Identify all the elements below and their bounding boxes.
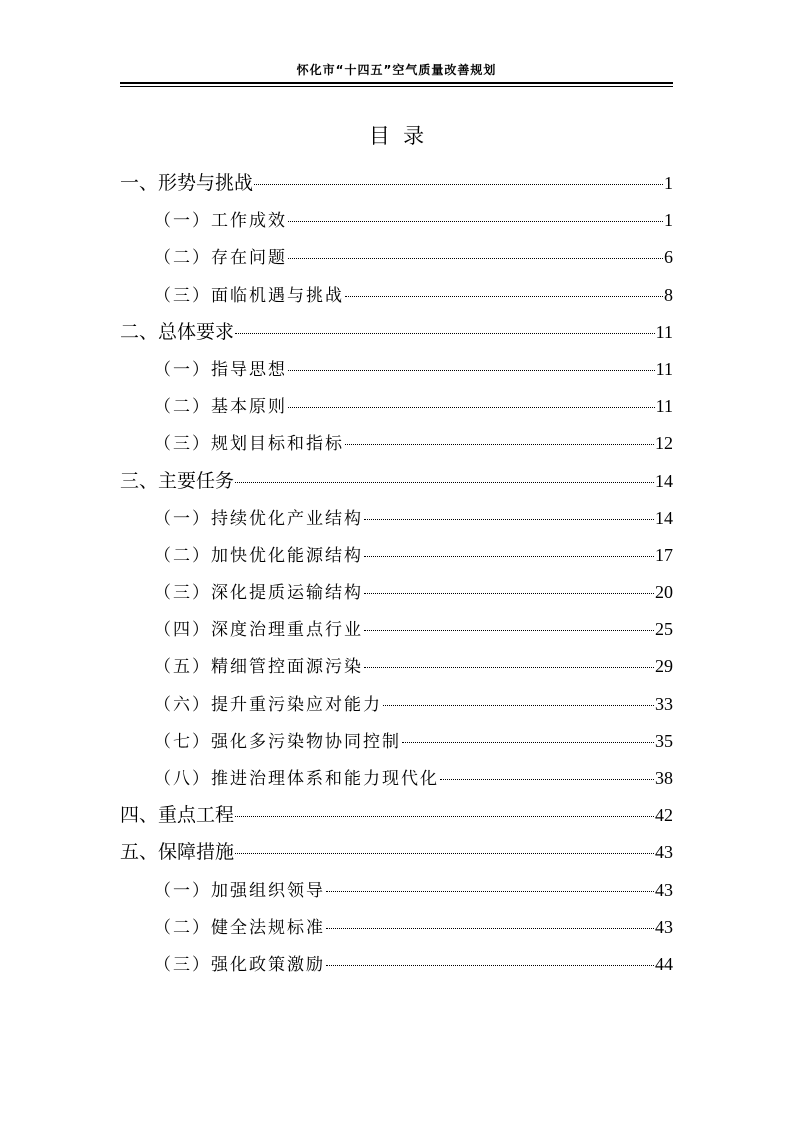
toc-leader-dots [364,630,654,631]
toc-page-number: 11 [655,396,673,417]
toc-page-number: 43 [655,916,673,937]
toc-page-number: 14 [655,470,673,491]
toc-entry[interactable] [120,466,673,503]
toc-entry[interactable] [120,949,673,986]
toc-entry[interactable] [120,875,673,912]
toc-page-number: 25 [655,619,673,640]
toc-leader-dots [326,928,654,929]
toc-page-number: 44 [655,953,673,974]
toc-entry-text: 一、形势与挑战 [120,172,254,194]
toc-entry[interactable] [120,689,673,726]
toc-entry-text: 三、主要任务 [120,469,235,492]
toc-entry[interactable] [120,577,673,614]
toc-leader-dots [383,705,654,706]
toc-leader-dots [364,519,654,520]
toc-leader-dots [235,816,654,817]
toc-leader-dots [235,482,654,483]
toc-page-number: 1 [664,173,673,193]
toc-leader-dots [402,742,654,743]
toc-entry[interactable] [120,614,673,651]
toc-entry[interactable] [120,242,673,279]
toc-page-number: 43 [655,842,673,863]
toc-entry-text: 五、保障措施 [120,841,235,864]
toc-entry-text: （八）推进治理体系和能力现代化 [154,769,439,789]
toc-entry[interactable] [120,428,673,465]
toc-page-number: 38 [655,768,673,788]
toc-page-number: 8 [664,284,673,305]
toc-leader-dots [288,258,663,259]
toc-entry-text: （三）面临机遇与挑战 [154,285,344,306]
toc-entry[interactable] [120,168,673,205]
toc-page-number: 20 [655,582,673,603]
toc-title [120,124,673,148]
toc-entry-text: （一）持续优化产业结构 [154,508,363,529]
toc-entry[interactable] [120,800,673,837]
toc-page-number: 17 [655,544,673,565]
toc-page-number: 12 [655,433,673,454]
toc-entry-text: （三）规划目标和指标 [154,434,344,455]
toc-leader-dots [345,296,663,297]
toc-entry-text: （四）深度治理重点行业 [154,620,363,641]
toc-page-number: 6 [664,247,673,268]
header-rule-thick [120,82,673,84]
toc-page-number: 11 [655,321,673,342]
toc-entry-text: 四、重点工程 [120,804,235,827]
toc-entry-text: （三）强化政策激励 [154,954,325,975]
toc-page-number: 35 [655,730,673,751]
toc-entry[interactable] [120,503,673,540]
toc-entry-text: （二）健全法规标准 [154,917,325,938]
toc-entry[interactable] [120,280,673,317]
toc-entry[interactable] [120,726,673,763]
page-header-title: 怀化市“十四五”空气质量改善规划 [296,63,497,77]
toc-entry-text: （二）基本原则 [154,397,287,418]
toc-entry-text: （二）存在问题 [154,248,287,269]
toc-page-number: 14 [655,507,673,528]
toc-leader-dots [345,444,654,445]
toc-title-text: 目 录 [368,124,425,148]
toc-page-number: 33 [655,693,673,714]
toc-leader-dots [326,965,654,966]
toc-entry[interactable] [120,912,673,949]
toc-entry[interactable] [120,540,673,577]
toc-leader-dots [288,407,655,408]
toc-entry[interactable] [120,763,673,800]
toc-leader-dots [288,370,655,371]
toc-entry-text: （六）提升重污染应对能力 [154,694,382,715]
toc-page-number: 43 [655,879,673,900]
toc-leader-dots [254,184,663,185]
toc-leader-dots [235,853,654,854]
toc-entry-text: （一）工作成效 [154,211,287,232]
toc-leader-dots [235,333,655,334]
toc-page-number: 42 [655,805,673,826]
toc-entry[interactable] [120,837,673,874]
header-rule-thin [120,86,673,87]
toc-leader-dots [326,891,654,892]
toc-entry[interactable] [120,317,673,354]
toc-page-number: 1 [664,210,673,231]
toc-list [120,168,673,986]
toc-leader-dots [364,556,654,557]
toc-entry-text: （五）精细管控面源污染 [154,657,363,678]
toc-leader-dots [440,779,654,780]
toc-leader-dots [364,667,654,668]
toc-entry-text: （一）指导思想 [154,359,287,380]
toc-entry-text: （七）强化多污染物协同控制 [154,731,401,752]
toc-leader-dots [288,221,663,222]
toc-entry-text: 二、总体要求 [120,320,235,343]
toc-entry[interactable] [120,391,673,428]
toc-entry-text: （二）加快优化能源结构 [154,545,363,566]
toc-entry[interactable] [120,205,673,242]
toc-entry[interactable] [120,354,673,391]
toc-entry[interactable] [120,651,673,688]
toc-entry-text: （一）加强组织领导 [154,880,325,901]
toc-leader-dots [364,593,654,594]
toc-entry-text: （三）深化提质运输结构 [154,583,363,604]
toc-page-number: 29 [655,656,673,677]
toc-page-number: 11 [655,358,673,379]
